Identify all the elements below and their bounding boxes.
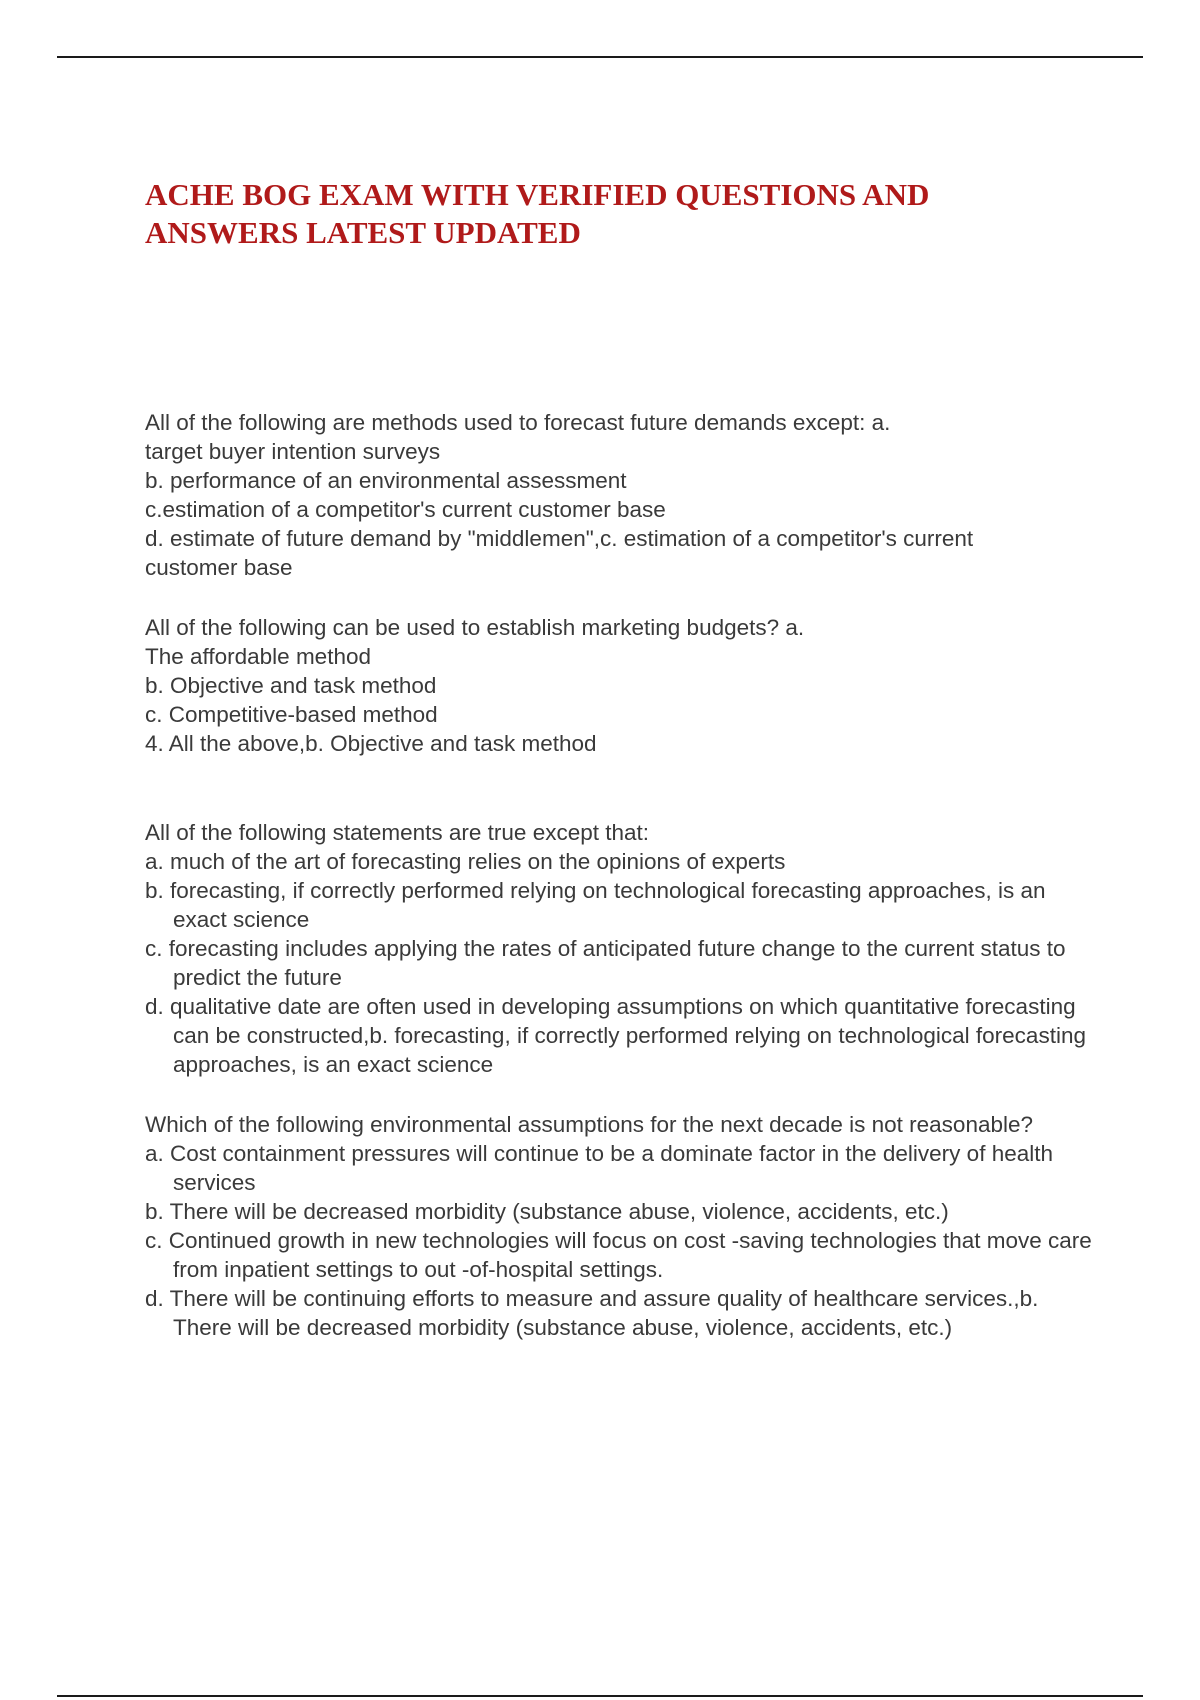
question-4 [145, 1110, 1095, 1342]
question-2-line: The affordable method [145, 644, 371, 669]
title-line-1: ACHE BOG EXAM WITH VERIFIED QUESTIONS AND [145, 177, 930, 212]
question-2-line: b. Objective and task method [145, 673, 437, 698]
bottom-rule [57, 1695, 1143, 1697]
question-2-line: c. Competitive-based method [145, 702, 438, 727]
top-rule [57, 56, 1143, 58]
question-4-stem: Which of the following environmental assumptions for the next decade is not reasonable? [145, 1112, 1034, 1137]
question-1-line: b. performance of an environmental assessment [145, 468, 627, 493]
question-4-option-c: c. Continued growth in new technologies will focus on cost -saving technologies that move care from inpatient settings to out -of-hospital settings. [145, 1228, 1092, 1282]
question-1-line: customer base [145, 555, 293, 580]
question-3-option-b: b. forecasting, if correctly performed relying on technological forecasting approaches, is an exact science [145, 878, 1046, 932]
question-1-line: c.estimation of a competitor's current customer base [145, 497, 666, 522]
question-3-option-c: c. forecasting includes applying the rates of anticipated future change to the current status to predict the future [145, 936, 1066, 990]
question-3-option-d: d. qualitative date are often used in developing assumptions on which quantitative forecasting can be constructed,b. forecasting, if correctly performed relying on technological forecasting approaches, is an exact science [145, 994, 1086, 1077]
question-2-line: 4. All the above,b. Objective and task method [145, 731, 597, 756]
question-3-option-a: a. much of the art of forecasting relies on the opinions of experts [145, 849, 786, 874]
title-line-2: ANSWERS LATEST UPDATED [145, 215, 581, 250]
question-4-option-b: b. There will be decreased morbidity (substance abuse, violence, accidents, etc.) [145, 1199, 949, 1224]
question-2 [145, 613, 1095, 758]
question-1-line: target buyer intention surveys [145, 439, 441, 464]
question-1 [145, 408, 1095, 582]
question-2-line: All of the following can be used to establish marketing budgets? a. [145, 615, 805, 640]
document-title [145, 176, 1045, 252]
question-4-option-d: d. There will be continuing efforts to measure and assure quality of healthcare services.,b. There will be decreased morbidity (substance abuse, violence, accidents, etc.) [145, 1286, 1039, 1340]
document-body [145, 408, 1095, 1342]
question-3 [145, 818, 1095, 1079]
question-3-stem: All of the following statements are true except that: [145, 820, 650, 845]
question-1-line: d. estimate of future demand by "middlemen",c. estimation of a competitor's current [145, 526, 974, 551]
question-1-line: All of the following are methods used to forecast future demands except: a. [145, 410, 891, 435]
question-4-option-a: a. Cost containment pressures will continue to be a dominate factor in the delivery of health services [145, 1141, 1053, 1195]
